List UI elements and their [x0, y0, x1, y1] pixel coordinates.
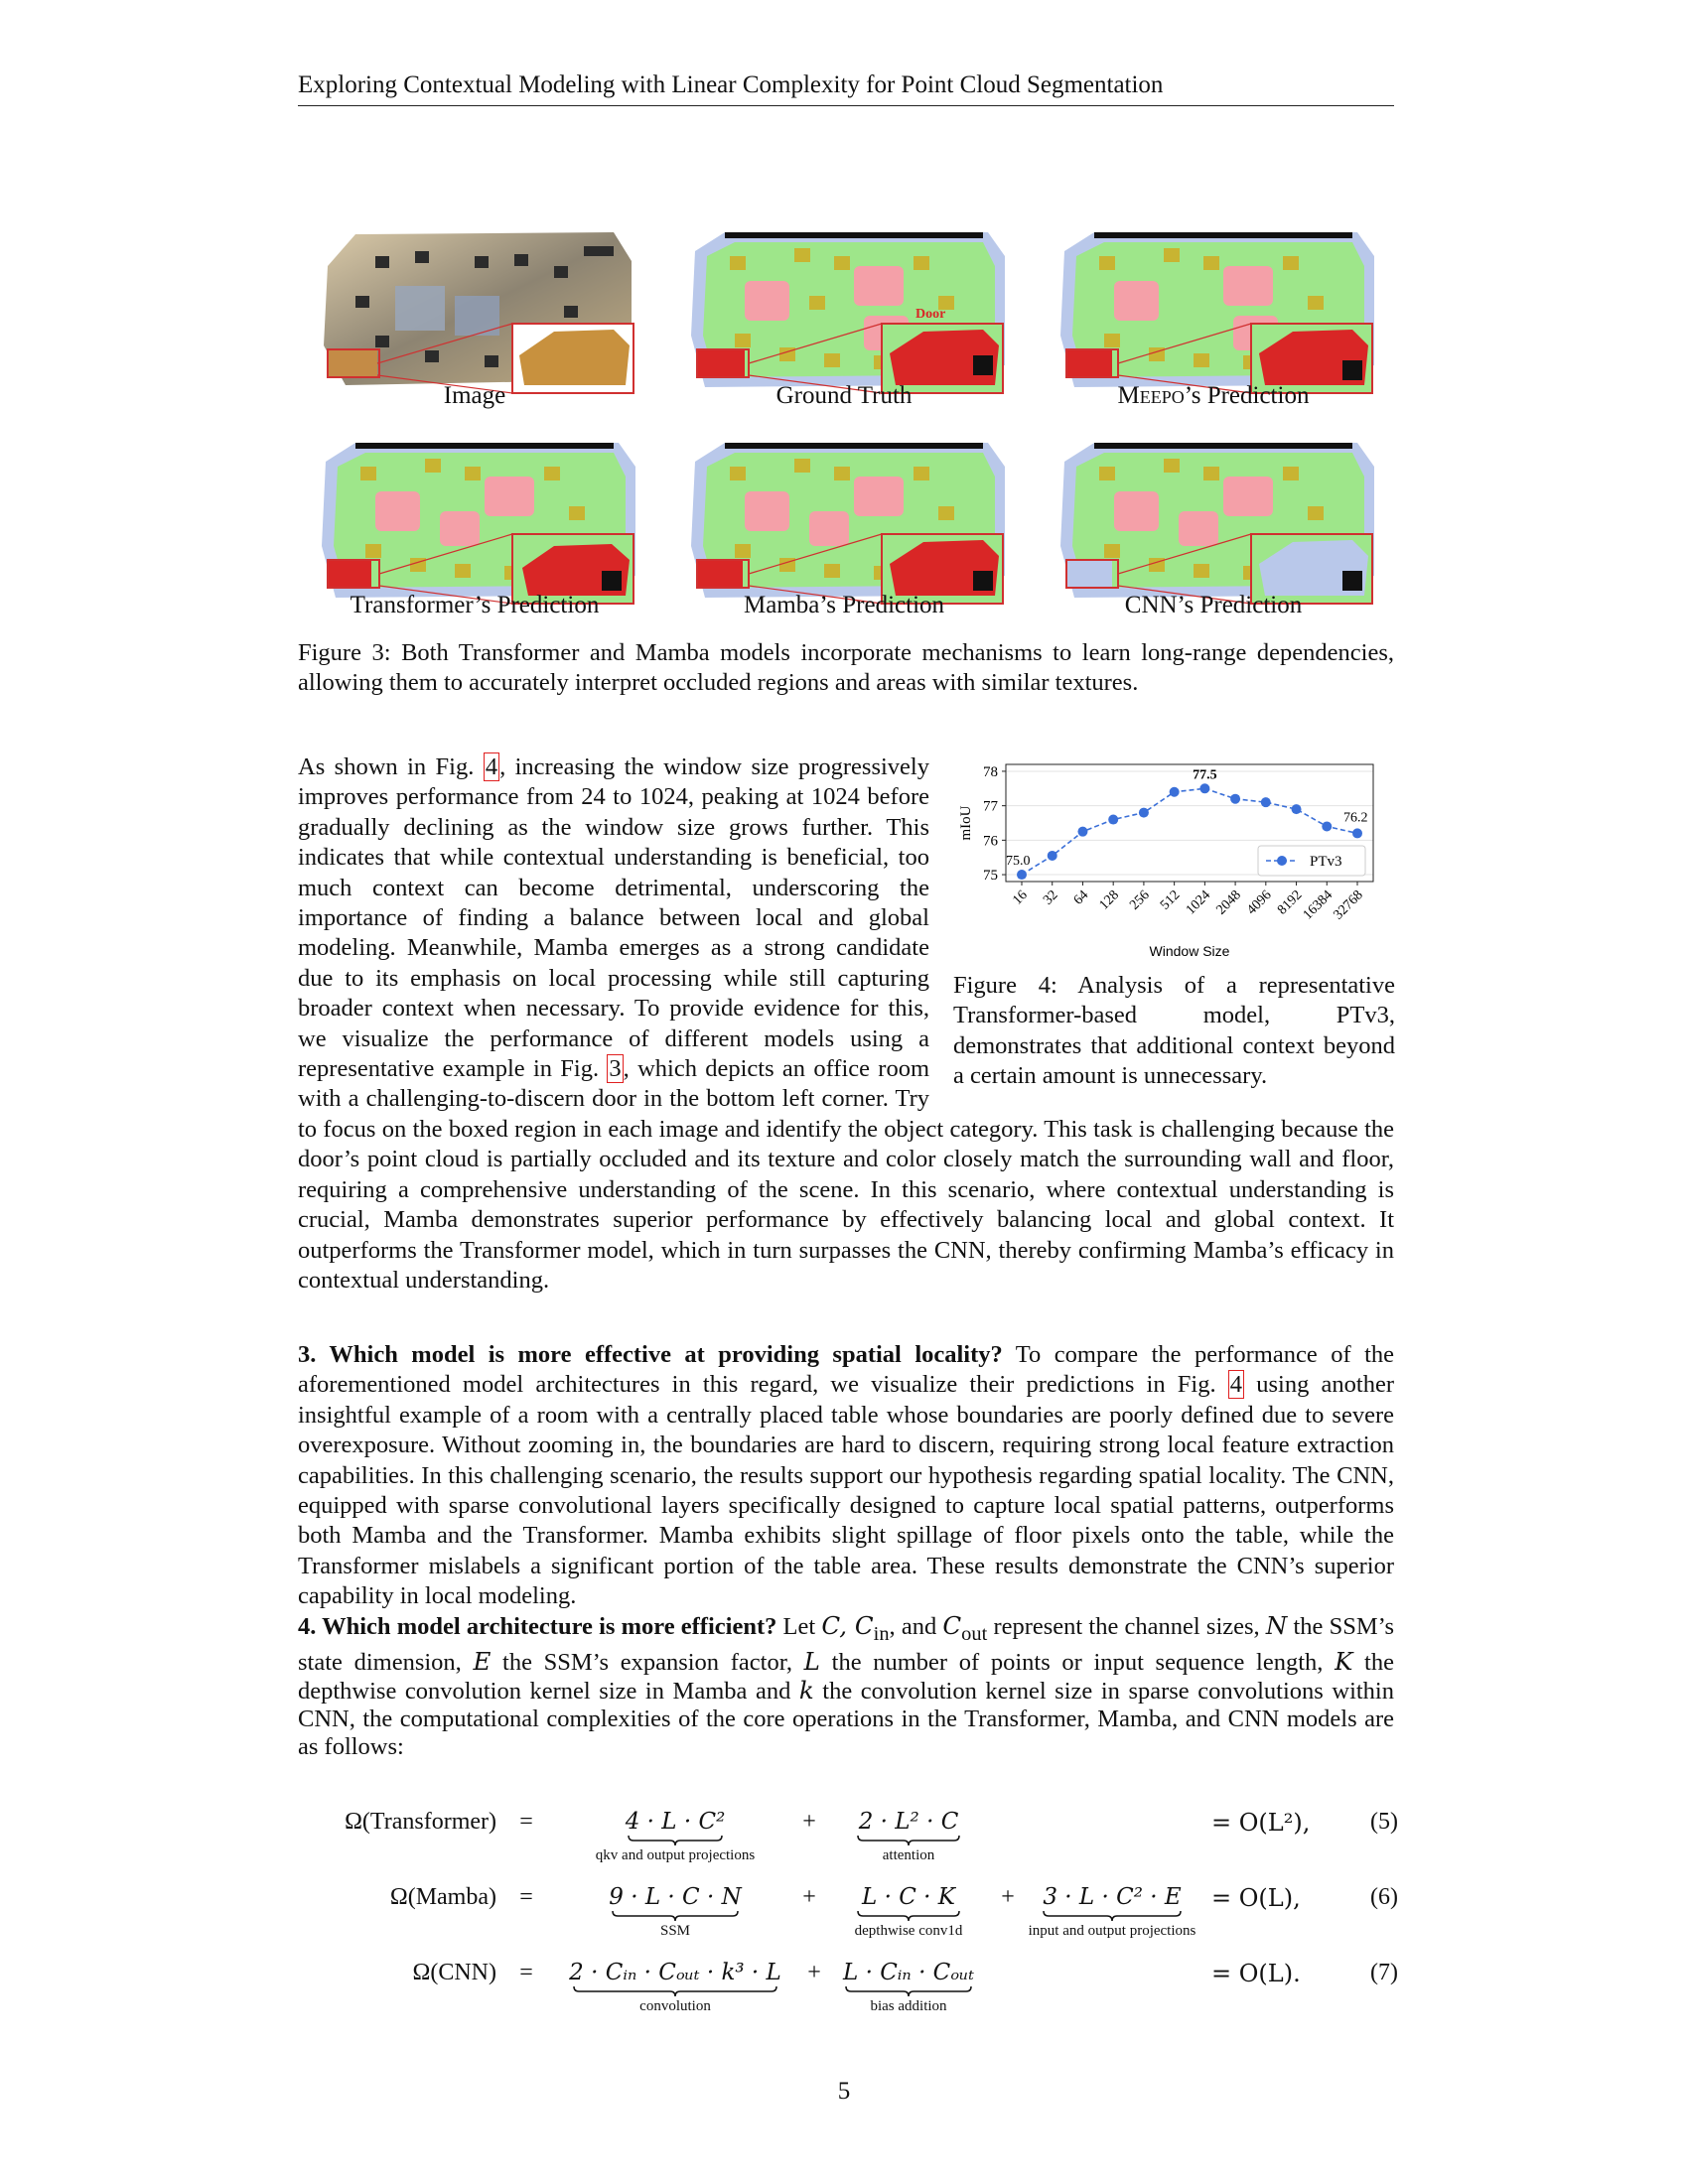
x-axis-label: Window Size	[1149, 943, 1230, 959]
term-underbrace-label: qkv and output projections	[595, 1847, 756, 1863]
term-underbrace-label: attention	[882, 1847, 935, 1863]
p2-text-b: using another insightful example of a room with a centrally placed table whose boundaries are poorly defined due to severe overexposure. Without zooming in, the boundaries are hard to discern, requiring strong local feature extraction capabilities. In this challenging scenario, the results support our hypothesis regarding spatial locality. The CNN, equipped with sparse convolutional layers specifically designed to capture local spatial patterns, outperforms both Mamba and the Transformer. Mamba exhibits slight spillage of floor pixels onto the table, while the Transformer mislabels a significant portion of the table area. These results demonstrate the CNN’s superior capability in local modeling.	[298, 1371, 1394, 1610]
term-expression: L · C · K	[862, 1884, 955, 1910]
equation-5-term-2	[834, 1809, 983, 1864]
x-tick-label: 128	[1096, 887, 1123, 913]
page-number: 5	[837, 2078, 851, 2105]
math-c-cin: C, C	[821, 1611, 874, 1640]
panel-transformer	[316, 437, 643, 606]
term-expression: 2 · L² · C	[858, 1809, 959, 1835]
paragraph-1	[298, 752, 1394, 1296]
underbrace-icon	[573, 1985, 777, 1997]
term-expression: 2 · Cᵢₙ · Cₒᵤₜ · k³ · L	[569, 1960, 781, 1985]
x-tick-label: 8192	[1274, 887, 1306, 918]
p3-text-c: represent the channel sizes,	[987, 1613, 1266, 1640]
running-header: Exploring Contextual Modeling with Linear Complexity for Point Cloud Segmentation	[298, 71, 1394, 106]
equation-7-number: (7)	[1370, 1960, 1398, 1985]
section-4-heading: 4. Which model architecture is more efficient?	[298, 1613, 777, 1640]
y-tick-label: 78	[983, 763, 998, 780]
legend-label: PTv3	[1310, 854, 1342, 870]
equation-7	[298, 1960, 1400, 2029]
underbrace-icon	[1043, 1910, 1182, 1922]
underbrace-icon	[612, 1910, 739, 1922]
figure-3-caption: Figure 3: Both Transformer and Mamba models incorporate mechanisms to learn long-range dependencies, allowing them to accurately interpret occluded regions and areas with similar textures.	[298, 639, 1394, 697]
equation-5-term-1	[556, 1809, 794, 1864]
equation-6-term-3	[1003, 1884, 1221, 1940]
panel-ground-truth	[685, 226, 1013, 395]
p3-text-h: the convolution kernel size in sparse convolutions within CNN, the computational complexities of the core operations in the Transformer, Mamba, and CNN models are as follows:	[298, 1677, 1394, 1760]
math-l: L	[803, 1646, 820, 1676]
equation-6-rhs: = O(L),	[1211, 1884, 1301, 1912]
data-label-last: 76.2	[1343, 810, 1368, 826]
p1-text-c: , which depicts an office room with a challenging-to-discern door in the bottom left corner. Try to focus on the boxed region in each image and identify the object category. This task is challenging because the door’s point cloud is partially occluded and its texture and color closely match the surrounding wall and floor, requiring a comprehensive understanding of the scene. In this scenario, where contextual understanding is crucial, Mamba demonstrates superior performance by effectively balancing local and global context. It outperforms the Transformer model, which in turn surpasses the CNN, thereby confirming Mamba’s efficacy in contextual understanding.	[298, 1055, 1394, 1294]
x-tick-label: 64	[1070, 887, 1092, 908]
fig4-reference-link[interactable]: 4	[485, 753, 498, 780]
x-tick-label: 256	[1127, 887, 1153, 913]
term-underbrace-label: input and output projections	[1028, 1923, 1196, 1939]
x-tick-label: 16	[1010, 887, 1031, 908]
x-tick-label: 32	[1041, 887, 1061, 908]
x-tick-label: 512	[1158, 887, 1184, 913]
p3-text-e: the SSM’s expansion factor,	[491, 1648, 804, 1676]
figure-4-float-space	[929, 752, 1394, 1098]
x-tick-label: 32768	[1331, 887, 1366, 923]
p3-text-b: , and	[889, 1613, 943, 1640]
equation-6-number: (6)	[1370, 1884, 1398, 1910]
paragraph-3	[298, 1612, 1394, 1761]
panel-image	[316, 226, 643, 395]
segmentation-transformer	[316, 437, 643, 606]
p3-text-f: the number of points or input sequence length,	[819, 1648, 1336, 1676]
segmentation-ground-truth	[685, 226, 1013, 395]
figure-4-caption: Figure 4: Analysis of a representative Transformer-based model, PTv3, demonstrates that additional context beyond a certain amount is unnecessary.	[953, 972, 1395, 1090]
x-tick-label: 2048	[1213, 887, 1244, 918]
label-ground-truth: Ground Truth	[775, 382, 913, 409]
segmentation-mamba	[685, 437, 1013, 606]
equation-7-rhs: = O(L).	[1211, 1960, 1301, 1987]
equation-6-term-1	[556, 1884, 794, 1940]
paragraph-2	[298, 1340, 1394, 1612]
term-expression: 4 · L · C²	[625, 1809, 726, 1835]
equation-7-lhs: Ω(CNN)	[412, 1960, 496, 1985]
underbrace-icon	[857, 1835, 960, 1846]
x-tick-label: 1024	[1183, 887, 1214, 918]
label-transformer-prediction: Transformer’s Prediction	[350, 592, 600, 618]
fig3-reference-link[interactable]: 3	[609, 1055, 622, 1083]
y-tick-label: 76	[983, 833, 998, 850]
meepo-name: Meepo	[1117, 382, 1185, 409]
p1-text-a: As shown in Fig.	[298, 753, 484, 780]
door-annotation: Door	[915, 307, 946, 322]
y-tick-label: 77	[983, 798, 998, 815]
y-tick-label: 75	[983, 868, 998, 885]
math-sub-in: in	[873, 1622, 890, 1645]
math-cout: C	[942, 1611, 962, 1640]
underbrace-icon	[628, 1835, 723, 1846]
rgb-photo-image	[316, 226, 643, 395]
equation-6	[298, 1884, 1400, 1954]
plus-sign: +	[802, 1809, 816, 1835]
equation-5-rhs: = O(L²),	[1211, 1809, 1311, 1837]
label-mamba-prediction: Mamba’s Prediction	[743, 592, 945, 618]
underbrace-icon	[845, 1985, 972, 1997]
label-meepo-prediction	[1035, 382, 1392, 410]
meepo-suffix: ’s Prediction	[1184, 382, 1310, 409]
equation-6-lhs: Ω(Mamba)	[389, 1884, 496, 1910]
math-k-upper: K	[1335, 1646, 1353, 1676]
equation-5	[298, 1809, 1400, 1878]
panel-meepo	[1055, 226, 1382, 395]
panel-mamba	[685, 437, 1013, 606]
math-e: E	[473, 1646, 492, 1676]
equation-5-number: (5)	[1370, 1809, 1398, 1835]
term-underbrace-label: depthwise conv1d	[854, 1923, 963, 1939]
segmentation-cnn	[1055, 437, 1382, 606]
data-label-first: 75.0	[1006, 854, 1031, 870]
equation-5-lhs: Ω(Transformer)	[345, 1809, 496, 1835]
plus-sign: +	[1001, 1884, 1015, 1910]
x-tick-label: 4096	[1244, 887, 1275, 918]
math-n: N	[1265, 1611, 1288, 1640]
math-sub-out: out	[961, 1622, 988, 1645]
label-cnn-prediction: CNN’s Prediction	[1124, 592, 1303, 618]
panel-cnn	[1055, 437, 1382, 606]
underbrace-icon	[857, 1910, 960, 1922]
equation-7-term-2	[819, 1960, 998, 2015]
p2-text-a: To compare the performance of the aforementioned model architectures in this regard, we visualize their predictions in Fig.	[298, 1341, 1394, 1399]
segmentation-meepo	[1055, 226, 1382, 395]
p3-text-a: Let	[776, 1613, 822, 1640]
y-axis-label: mIoU	[958, 805, 974, 841]
equation-5-equals: =	[519, 1809, 533, 1835]
p3-text-d: the SSM’s state dimension,	[298, 1613, 1394, 1676]
x-tick-label: 16384	[1300, 887, 1336, 923]
plus-sign: +	[807, 1960, 821, 1985]
section-3-heading: 3. Which model is more effective at providing spatial locality?	[298, 1341, 1003, 1368]
term-underbrace-label: SSM	[659, 1923, 691, 1939]
equation-6-term-2	[819, 1884, 998, 1940]
term-expression: 3 · L · C² · E	[1043, 1884, 1182, 1910]
label-image: Image	[443, 382, 506, 409]
math-k-lower: k	[798, 1675, 814, 1705]
equation-7-equals: =	[519, 1960, 533, 1985]
p3-text-g: the depthwise convolution kernel size in Mamba and	[298, 1648, 1394, 1705]
fig4-reference-link-2[interactable]: 4	[1229, 1371, 1243, 1399]
term-expression: 9 · L · C · N	[609, 1884, 742, 1910]
plus-sign: +	[802, 1884, 816, 1910]
equation-7-term-1	[548, 1960, 802, 2015]
term-expression: L · Cᵢₙ · Cₒᵤₜ	[843, 1960, 974, 1985]
p1-text-b: , increasing the window size progressively improves performance from 24 to 1024, peaking at 1024 before gradually declining as the window size grows further. This indicates that while contextual understanding is beneficial, too much context can become detrimental, underscoring the importance of finding a balance between local and global modeling. Meanwhile, Mamba emerges as a strong candidate due to its emphasis on local processing while still capturing broader context when necessary. To provide evidence for this, we visualize the performance of different models using a representative example in Fig.	[298, 753, 929, 1083]
data-label-peak: 77.5	[1193, 767, 1217, 783]
term-underbrace-label: bias addition	[870, 1998, 947, 2014]
equation-6-equals: =	[519, 1884, 533, 1910]
term-underbrace-label: convolution	[639, 1998, 711, 2014]
